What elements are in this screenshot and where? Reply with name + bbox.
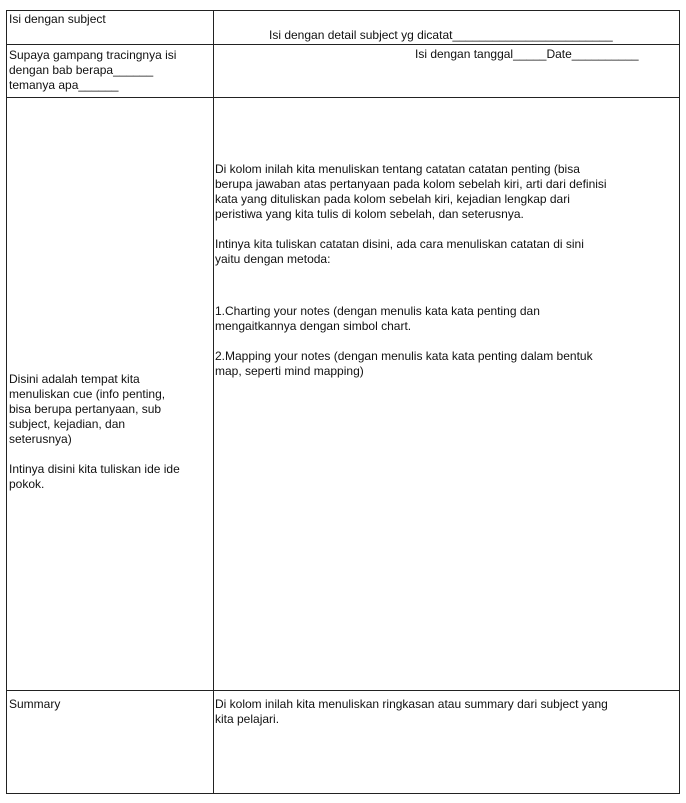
notes-p1-line-2: berupa jawaban atas pertanyaan pada kolom sebelah kiri, arti dari definisi: [215, 177, 607, 191]
notes-p3-line-2: mengaitkannya dengan simbol chart.: [215, 319, 412, 333]
cue-line-3: bisa berupa pertanyaan, sub: [9, 402, 162, 416]
notes-p4-line-2: map, seperti mind mapping): [215, 364, 364, 378]
date-label: Isi dengan tanggal_____Date__________: [415, 47, 639, 61]
notes-p2-line-1: Intinya kita tuliskan catatan disini, ada cara menuliskan catatan di sini: [215, 237, 584, 251]
summary-line-2: kita pelajari.: [215, 712, 280, 726]
summary-label: Summary: [9, 697, 61, 711]
notes-column-text: [215, 162, 607, 379]
summary-line-1: Di kolom inilah kita menuliskan ringkasan atau summary dari subject yang: [215, 697, 608, 711]
notes-p1-line-3: kata yang dituliskan pada kolom sebelah kiri, kejadian lengkap dari: [215, 192, 570, 206]
cue-line-7: pokok.: [9, 477, 45, 491]
row-divider-bab: [7, 97, 679, 98]
notes-p4-line-1: 2.Mapping your notes (dengan menulis kata kata penting dalam bentuk: [215, 349, 593, 363]
cue-line-6: Intinya disini kita tuliskan ide ide: [9, 462, 180, 476]
bab-line-1: Supaya gampang tracingnya isi: [9, 48, 177, 62]
cue-line-2: menuliskan cue (info penting,: [9, 387, 166, 401]
notes-p1-line-4: peristiwa yang kita tulis di kolom sebelah, dan seterusnya.: [215, 207, 524, 221]
bab-line-3: temanya apa______: [9, 78, 119, 92]
cue-line-1: Disini adalah tempat kita: [9, 372, 140, 386]
detail-subject-label: Isi dengan detail subject yg dicatat________________________: [269, 28, 613, 42]
bab-line-2: dengan bab berapa______: [9, 63, 154, 77]
summary-text: [215, 697, 608, 727]
cue-line-5: seterusnya): [9, 432, 72, 446]
cornell-notes-sheet: [6, 10, 680, 794]
subject-label: Isi dengan subject: [9, 12, 106, 26]
notes-p2-line-2: yaitu dengan metoda:: [215, 252, 331, 266]
row-divider-summary: [7, 690, 679, 691]
column-divider: [213, 11, 214, 793]
cue-line-4: subject, kejadian, dan: [9, 417, 126, 431]
cue-column-text: [9, 372, 180, 492]
notes-p1-line-1: Di kolom inilah kita menuliskan tentang catatan catatan penting (bisa: [215, 162, 580, 176]
row-divider-header: [7, 44, 679, 45]
bab-instructions: [9, 48, 176, 93]
notes-p3-line-1: 1.Charting your notes (dengan menulis kata kata penting dan: [215, 304, 540, 318]
